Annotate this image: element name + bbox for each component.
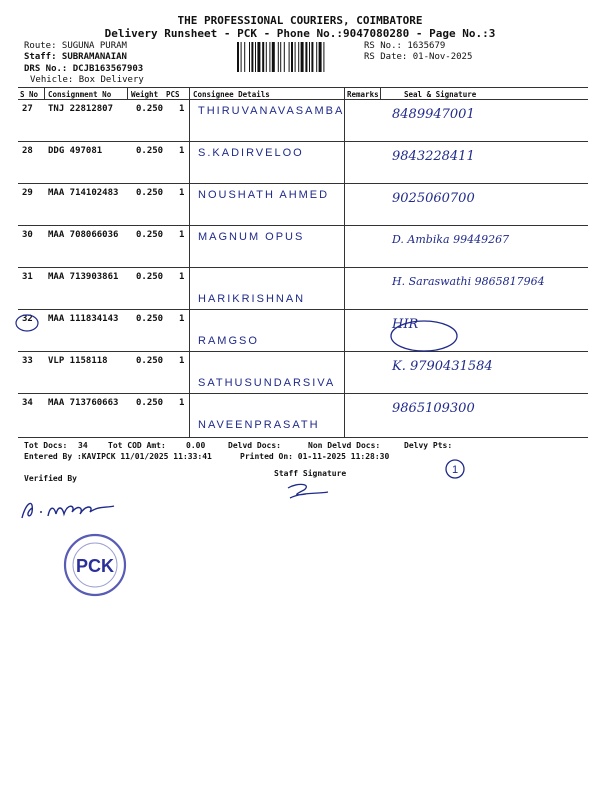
- row-divider: [18, 225, 588, 226]
- row-pcs: 1: [179, 230, 185, 240]
- row-signature: HIR: [392, 317, 419, 332]
- row-divider: [18, 393, 588, 394]
- row-consignee-handwritten: S.KADIRVELOO: [198, 147, 304, 159]
- row-weight: 0.250: [136, 104, 164, 114]
- row-divider: [18, 183, 588, 184]
- row-consignment-no: MAA 713760663: [48, 398, 119, 408]
- row-weight: 0.250: [136, 356, 164, 366]
- row-consignee-handwritten: HARIKRISHNAN: [198, 293, 306, 305]
- rs-number: RS No.: 1635679: [364, 41, 446, 51]
- row-consignment-no: MAA 714102483: [48, 188, 119, 198]
- entered-by: Entered By :KAVIPCK 11/01/2025 11:33:41: [24, 452, 212, 461]
- row-weight: 0.250: [136, 314, 164, 324]
- row-signature: 8489947001: [392, 107, 475, 122]
- drs-number: DRS No.: DCJB163567903: [24, 64, 144, 74]
- row-divider: [18, 141, 588, 142]
- row-divider: [18, 309, 588, 310]
- non-delvd-docs-label: Non Delvd Docs:: [308, 441, 381, 450]
- row-pcs: 1: [179, 398, 185, 408]
- row-sno: 30: [22, 230, 33, 240]
- document-subtitle: Delivery Runsheet - PCK - Phone No.:9047080280 - Page No.:3: [104, 27, 496, 40]
- staff-signature-label: Staff Signature: [274, 469, 347, 478]
- rs-date: RS Date: 01-Nov-2025: [364, 52, 473, 62]
- route-text: Route: SUGUNA PURAM: [24, 41, 127, 51]
- pck-stamp: [62, 532, 128, 598]
- delivery-points-circle: [444, 458, 466, 480]
- row-divider: [18, 267, 588, 268]
- row-signature: H. Saraswathi 9865817964: [392, 275, 545, 288]
- col-header-remarks: Remarks: [347, 90, 379, 99]
- row-weight: 0.250: [136, 398, 164, 408]
- row-consignment-no: TNJ 22812807: [48, 104, 114, 114]
- row-signature: 9865109300: [392, 401, 475, 416]
- row-pcs: 1: [179, 314, 185, 324]
- printed-on: Printed On: 01-11-2025 11:28:30: [240, 452, 390, 461]
- row-signature: 9025060700: [392, 191, 475, 206]
- row-consignee-handwritten: NAVEENPRASATH: [198, 419, 320, 431]
- col-header-weight: Weight: [131, 90, 159, 99]
- hir-signature-circle: [388, 318, 460, 354]
- col-header-consignee: Consignee Details: [193, 90, 270, 99]
- row-pcs: 1: [179, 272, 185, 282]
- row-consignee-handwritten: THIRUVANAVASAMBA: [198, 105, 345, 117]
- tot-cod-value: 0.00: [186, 441, 206, 450]
- document-title: THE PROFESSIONAL COURIERS, COIMBATORE: [177, 14, 423, 27]
- row-pcs: 1: [179, 146, 185, 156]
- row-weight: 0.250: [136, 188, 164, 198]
- row-pcs: 1: [179, 356, 185, 366]
- row-sno: 28: [22, 146, 33, 156]
- row-weight: 0.250: [136, 230, 164, 240]
- row-consignment-no: MAA 111834143: [48, 314, 119, 324]
- col-header-seal-signature: Seal & Signature: [404, 90, 477, 99]
- row-sno: 32: [22, 314, 33, 324]
- row-32-circle-mark: [14, 313, 40, 333]
- row-pcs: 1: [179, 104, 185, 114]
- row-weight: 0.250: [136, 146, 164, 156]
- col-header-pcs: PCS: [166, 90, 180, 99]
- row-consignment-no: VLP 1158118: [48, 356, 108, 366]
- staff-signature: [282, 480, 332, 504]
- row-weight: 0.250: [136, 272, 164, 282]
- verified-by-label: Verified By: [24, 474, 77, 483]
- vehicle-text: Vehicle: Box Delivery: [30, 75, 144, 85]
- row-signature: K. 9790431584: [392, 359, 493, 374]
- row-signature: 9843228411: [392, 149, 475, 164]
- row-sno: 34: [22, 398, 33, 408]
- row-consignment-no: DDG 497081: [48, 146, 103, 156]
- row-consignee-handwritten: RAMGSO: [198, 335, 259, 347]
- row-signature: D. Ambika 99449267: [392, 233, 510, 246]
- row-consignment-no: MAA 713903861: [48, 272, 119, 282]
- staff-text: Staff: SUBRAMANAIAN: [24, 52, 127, 62]
- tot-docs-value: 34: [78, 441, 88, 450]
- col-header-sno: S No: [20, 90, 39, 99]
- row-sno: 27: [22, 104, 33, 114]
- row-pcs: 1: [179, 188, 185, 198]
- row-divider: [18, 351, 588, 352]
- row-sno: 29: [22, 188, 33, 198]
- row-consignee-handwritten: SATHUSUNDARSIVA: [198, 377, 336, 389]
- stamp-text: PCK: [75, 556, 115, 576]
- barcode: [236, 42, 360, 72]
- row-sno: 31: [22, 272, 33, 282]
- row-sno: 33: [22, 356, 33, 366]
- tot-cod-label: Tot COD Amt:: [108, 441, 166, 450]
- tot-docs-label: Tot Docs:: [24, 441, 68, 450]
- col-header-consignment: Consignment No: [48, 90, 112, 99]
- verifier-signature: [18, 492, 118, 524]
- delvy-pts-label: Delvy Pts:: [404, 441, 453, 450]
- row-consignee-handwritten: NOUSHATH AHMED: [198, 189, 330, 201]
- row-consignment-no: MAA 708066036: [48, 230, 119, 240]
- delvd-docs-label: Delvd Docs:: [228, 441, 281, 450]
- delivery-points-value: 1: [451, 464, 459, 476]
- row-consignee-handwritten: MAGNUM OPUS: [198, 231, 305, 243]
